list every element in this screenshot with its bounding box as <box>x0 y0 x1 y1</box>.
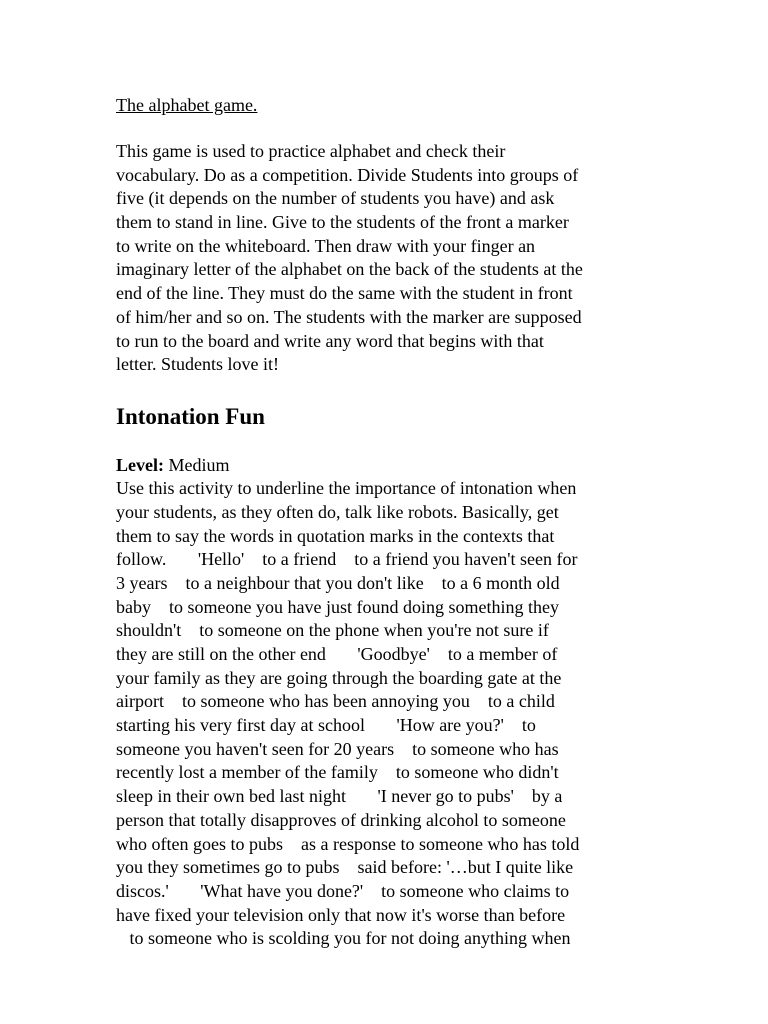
text-line: end of the line. They must do the same with the student in front <box>116 283 573 304</box>
text-line: to someone who is scolding you for not doing anything when <box>116 928 571 949</box>
text-line: someone you haven't seen for 20 years to someone who has <box>116 738 559 759</box>
text-line: Use this activity to underline the importance of intonation when <box>116 478 577 499</box>
level-label: Level: <box>116 454 164 475</box>
activity-heading: Intonation Fun <box>116 404 265 429</box>
text-line: 3 years to a neighbour that you don't like to a 6 month old <box>116 572 560 593</box>
text-line: to write on the whiteboard. Then draw with your finger an <box>116 235 536 256</box>
text-line: follow. 'Hello' to a friend to a friend you haven't seen for <box>116 549 578 570</box>
text-line: imaginary letter of the alphabet on the back of the students at the <box>116 259 583 280</box>
text-line: discos.' 'What have you done?' to someone who claims to <box>116 880 570 901</box>
game-description <box>116 140 583 377</box>
text-line: letter. Students love it! <box>116 354 279 375</box>
text-line: five (it depends on the number of students you have) and ask <box>116 188 555 209</box>
text-line: shouldn't to someone on the phone when you're not sure if <box>116 620 549 641</box>
text-line: your family as they are going through the boarding gate at the <box>116 667 562 688</box>
text-line: of him/her and so on. The students with the marker are supposed <box>116 306 582 327</box>
text-line: your students, as they often do, talk like robots. Basically, get <box>116 501 559 522</box>
text-line: baby to someone you have just found doing something they <box>116 596 559 617</box>
text-line: who often goes to pubs as a response to someone who has told <box>116 833 580 854</box>
text-line: vocabulary. Do as a competition. Divide Students into groups of <box>116 164 579 185</box>
game-title: The alphabet game. <box>116 95 258 115</box>
text-line: This game is used to practice alphabet and check their <box>116 141 506 161</box>
text-line: they are still on the other end 'Goodbye' to a member of <box>116 644 558 664</box>
text-line: sleep in their own bed last night 'I never go to pubs' by a <box>116 786 563 807</box>
text-line: them to stand in line. Give to the students of the front a marker <box>116 212 569 233</box>
text-line: person that totally disapproves of drinking alcohol to someone <box>116 809 566 830</box>
text-line: airport to someone who has been annoying you to a child <box>116 691 555 712</box>
text-line: starting his very first day at school 'How are you?' to <box>116 715 536 736</box>
text-line: them to say the words in quotation marks in the contexts that <box>116 525 555 546</box>
text-line: to run to the board and write any word that begins with that <box>116 330 544 351</box>
text-line: you they sometimes go to pubs said before: '…but I quite like <box>116 857 574 878</box>
activity-body <box>116 454 579 951</box>
text-line: recently lost a member of the family to someone who didn't <box>116 762 559 783</box>
level-value: Medium <box>163 454 230 475</box>
level-line <box>116 454 579 478</box>
text-line: have fixed your television only that now it's worse than before <box>116 904 566 925</box>
